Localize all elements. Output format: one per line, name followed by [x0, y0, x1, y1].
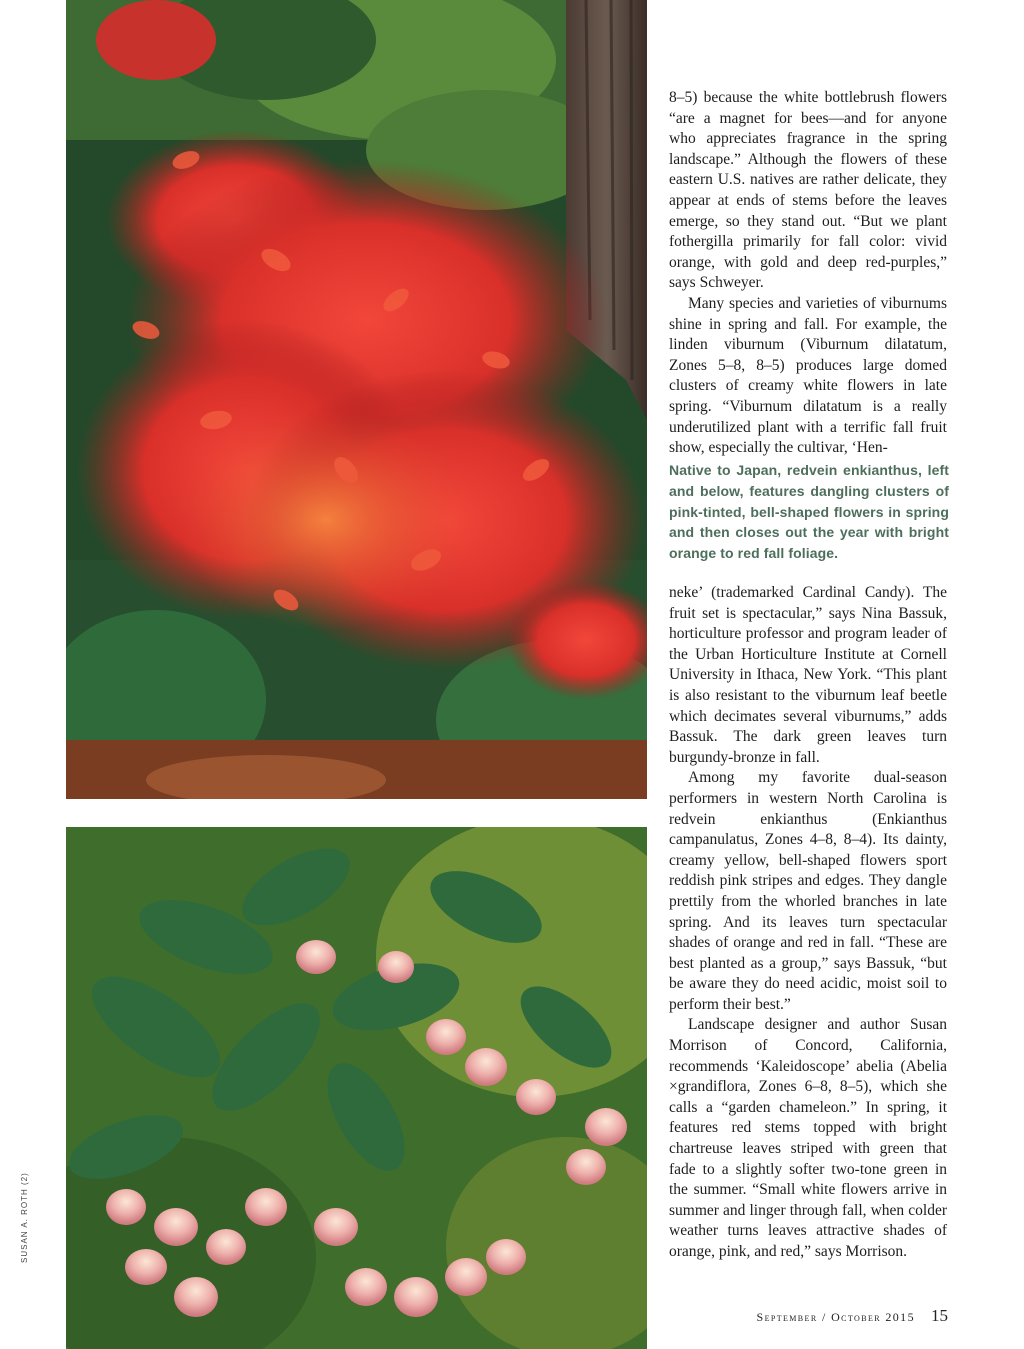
paragraph: Many species and varieties of viburnums shine in spring and fall. For example, the linden viburnum (Viburnum dilatatum, Zones 5–8, 8–5) produces large domed clusters of creamy white flowers in late spring. “Viburnum dilatatum is a really underutilized plant with a terrific fall fruit show, especially the cultivar, ‘Hen- — [669, 294, 947, 457]
photo-pink-bell-flowers — [66, 827, 647, 1349]
body-column-upper — [669, 88, 947, 459]
photo-credit: SUSAN A. ROTH (2) — [20, 1172, 29, 1263]
paragraph: 8–5) because the white bottlebrush flowers “are a magnet for bees—and for anyone who appreciates fragrance in the spring landscape.” Although the flowers of these eastern U.S. natives are rather delicate, they appear at ends of stems before the leaves emerge, so they stand out. “But we plant fothergilla primarily for fall color: vivid orange, with gold and deep red-purples,” says Schweyer. — [669, 89, 947, 292]
photo-caption: Native to Japan, redvein enkianthus, left and below, features dangling clusters of pink-tinted, bell-shaped flowers in spring and then closes out the year with bright orange to red fall foliage. — [669, 462, 949, 562]
paragraph: Landscape designer and author Susan Morrison of Concord, California, recommends ‘Kaleidoscope’ abelia (Abelia ×grandiflora, Zones 6–8, 8–5), which she calls a “garden chameleon.” In spring, it features red stems topped with bright chartreuse leaves striped with green that fade to a slightly softer two-tone green in the summer. “Small white flowers arrive in summer and linger through fall, when colder weather turns leaves attractive shades of orange, pink, and red,” says Morrison. — [669, 1016, 947, 1260]
issue-date: September / October 2015 — [756, 1310, 915, 1324]
body-column-lower — [669, 583, 947, 1263]
page-number: 15 — [931, 1306, 948, 1325]
photo-red-fall-foliage — [66, 0, 647, 799]
page-footer — [720, 1306, 948, 1326]
paragraph: Among my favorite dual-season performers in western North Carolina is redvein enkianthus (Enkianthus campanulatus, Zones 4–8, 8–4). Its dainty, creamy yellow, bell-shaped flowers sport reddish pink stripes and edges. They dangle prettily from the whorled branches in late spring. And its leaves turn spectacular shades of orange and red in fall. “These are best planted as a group,” says Bassuk, “but be aware they do need acidic, moist soil to perform their best.” — [669, 769, 947, 1013]
paragraph: neke’ (trademarked Cardinal Candy). The fruit set is spectacular,” says Nina Bassuk, horticulture professor and program leader of the Urban Horticulture Institute at Cornell University in Ithaca, New York. “This plant is also resistant to the viburnum leaf beetle which decimates several viburnums,” adds Bassuk. The dark green leaves turn burgundy-bronze in fall. — [669, 584, 947, 766]
